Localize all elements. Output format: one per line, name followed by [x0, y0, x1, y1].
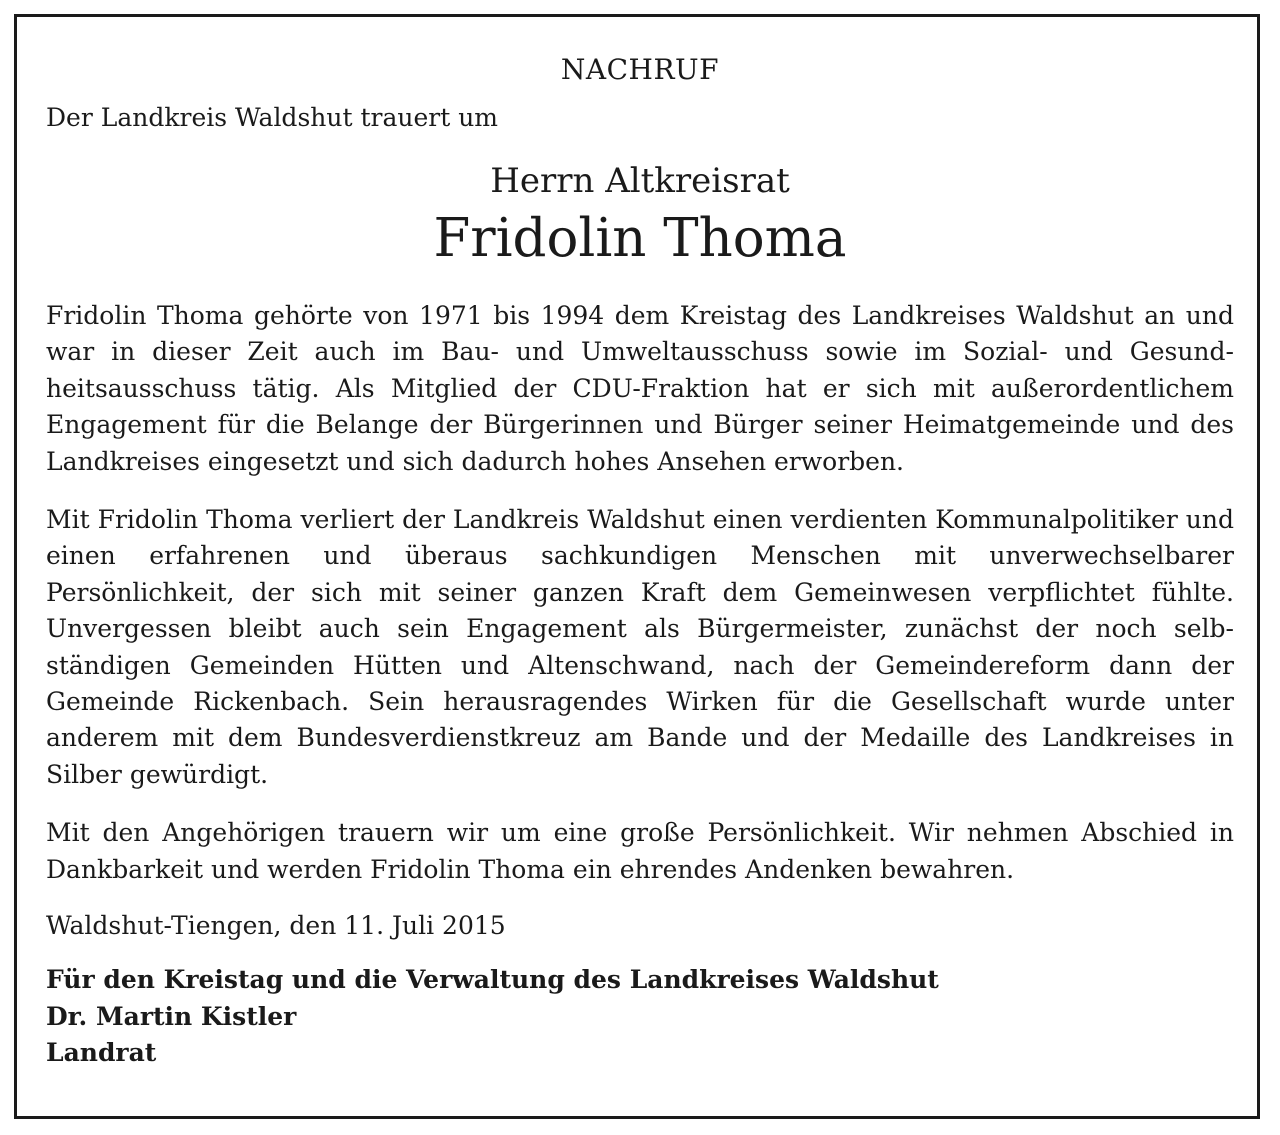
paragraph-tribute: Mit Fridolin Thoma verliert der Landkreis Waldshut einen verdienten Kommunalpolitiker und einen erfahrenen und überaus sachkundigen Menschen mit unverwechselbarer Persönlichkeit, der sich mit seiner ganzen Kraft dem Gemeinwesen verpflichtet fühlte. Unvergessen bleibt auch sein Engagement als Bürgermeister, zunächst der noch selbständigen Gemeinden Hütten und Altenschwand, nach der Gemeindereform dann der Gemeinde Rickenbach. Sein herausragendes Wirken für die Gesellschaft wurde unter anderem mit dem Bundesverdienstkreuz am Bande und der Medaille des Landkreises in Silber gewürdigt. [46, 505, 1234, 789]
deceased-honorific: Herrn Altkreisrat [490, 161, 790, 201]
paragraph-farewell: Mit den Angehörigen trauern wir um eine große Persönlichkeit. Wir nehmen Abschied in Dankbarkeit und werden Fridolin Thoma ein ehrendes Andenken bewahren. [46, 818, 1234, 884]
signature-organization: Für den Kreistag und die Verwaltung des Landkreises Waldshut [46, 965, 939, 995]
deceased-name: Fridolin Thoma [433, 208, 847, 269]
paragraph-career: Fridolin Thoma gehörte von 1971 bis 1994 dem Kreistag des Landkreises Waldshut an und war in dieser Zeit auch im Bau- und Umweltausschuss sowie im Sozial- und Gesundheitsausschuss tätig. Als Mitglied der CDU-Fraktion hat er sich mit außerordentlichem Engagement für die Belange der Bürgerinnen und Bürger seiner Heimatgemeinde und des Landkreises eingesetzt und sich dadurch hohes Ansehen erworben. [46, 301, 1234, 476]
signature-person: Dr. Martin Kistler [46, 1001, 297, 1031]
signature-title: Landrat [46, 1038, 157, 1068]
obituary-notice [46, 44, 1234, 1072]
notice-heading: NACHRUF [560, 53, 720, 86]
signature-block [46, 962, 1234, 1072]
dateline: Waldshut-Tiengen, den 11. Juli 2015 [46, 911, 506, 941]
notice-intro: Der Landkreis Waldshut trauert um [46, 103, 499, 132]
